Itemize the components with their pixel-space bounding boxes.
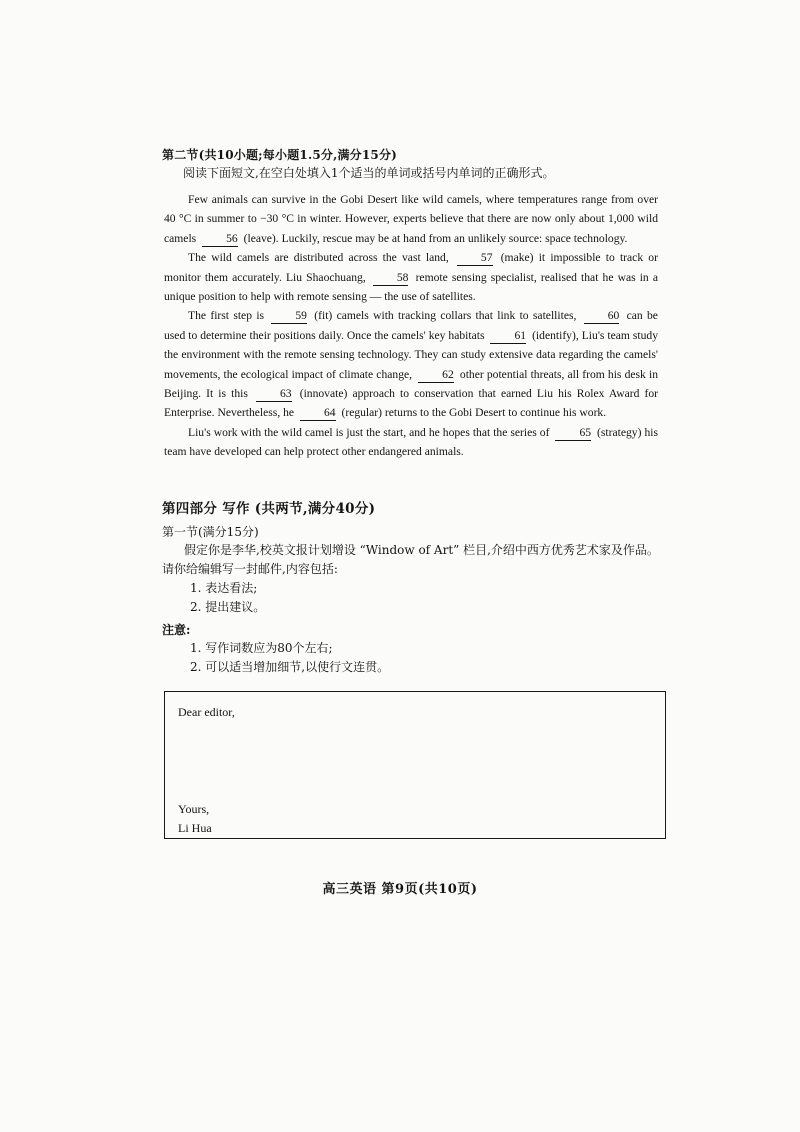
section-heading: 第二节(共10小题;每小题1.5分,满分15分): [162, 148, 398, 162]
paragraph-3: The first step is 59 (fit) camels with tracking collars that link to satellites, 60 can be used to determine their positions daily. Once the camels' key habitats 61 (identify), Liu's team study the environment with the remote sensing technology. They can study extensive data regarding the camels' movements, the ecological impact of climate change, 62 other potential threats, all from his desk in Beijing. It is this 63 (innovate) approach to conservation that earned Liu his Rolex Award for Enterprise. Nevertheless, he 64 (regular) returns to the Gobi Desert to continue his work.: [164, 309, 659, 420]
note-label: 注意:: [162, 623, 191, 637]
answer-box[interactable]: [164, 691, 666, 839]
blank-64[interactable]: 64: [300, 406, 336, 421]
paragraph-1: Few animals can survive in the Gobi Desert like wild camels, where temperatures range from over 40 °C in summer to −30 °C in winter. However, experts believe that there are now only about 1,000 wild camels 56 (leave). Luckily, rescue may be at hand from an unlikely source: space technology.: [164, 193, 658, 245]
section-instruction: 阅读下面短文,在空白处填入1个适当的单词或括号内单词的正确形式。: [183, 166, 555, 180]
blank-60[interactable]: 60: [584, 309, 620, 324]
blank-58[interactable]: 58: [373, 271, 409, 286]
reading-passage: [164, 190, 658, 462]
paragraph-4: Liu's work with the wild camel is just the start, and he hopes that the series of 65 (strategy) his team have developed can help protect other endangered animals.: [164, 425, 658, 459]
writing-section1-heading: 第一节(满分15分): [162, 525, 259, 539]
notes-list: [190, 639, 389, 677]
note-1: 1. 写作词数应为80个左右;: [190, 641, 333, 655]
task-item-2: 2. 提出建议。: [190, 600, 266, 614]
task-line-1: 假定你是李华,校英文报计划增设 “Window of Art” 栏目,介绍中西方优秀艺术家及作品。: [184, 543, 659, 557]
blank-62[interactable]: 62: [418, 368, 454, 383]
task-line-2: 请你给编辑写一封邮件,内容包括:: [162, 562, 338, 576]
note-2: 2. 可以适当增加细节,以使行文连贯。: [190, 660, 390, 674]
task-item-1: 1. 表达看法;: [190, 581, 258, 595]
blank-57[interactable]: 57: [457, 251, 493, 266]
blank-65[interactable]: 65: [555, 426, 591, 441]
letter-signature: Li Hua: [178, 821, 212, 835]
writing-task: [162, 541, 672, 617]
blank-63[interactable]: 63: [256, 387, 292, 402]
letter-closing: Yours,: [178, 802, 210, 816]
letter-greeting: Dear editor,: [178, 705, 235, 719]
page-footer: 高三英语 第9页(共10页): [322, 882, 478, 897]
blank-59[interactable]: 59: [271, 309, 307, 324]
paragraph-2: The wild camels are distributed across the vast land, 57 (make) it impossible to track or monitor them accurately. Liu Shaochuang, 58 remote sensing specialist, realised that he was in a unique position to help with remote sensing — the use of satellites.: [164, 251, 658, 304]
blank-61[interactable]: 61: [490, 329, 526, 344]
part4-heading: 第四部分 写作 (共两节,满分40分): [162, 501, 376, 517]
blank-56[interactable]: 56: [202, 232, 238, 247]
